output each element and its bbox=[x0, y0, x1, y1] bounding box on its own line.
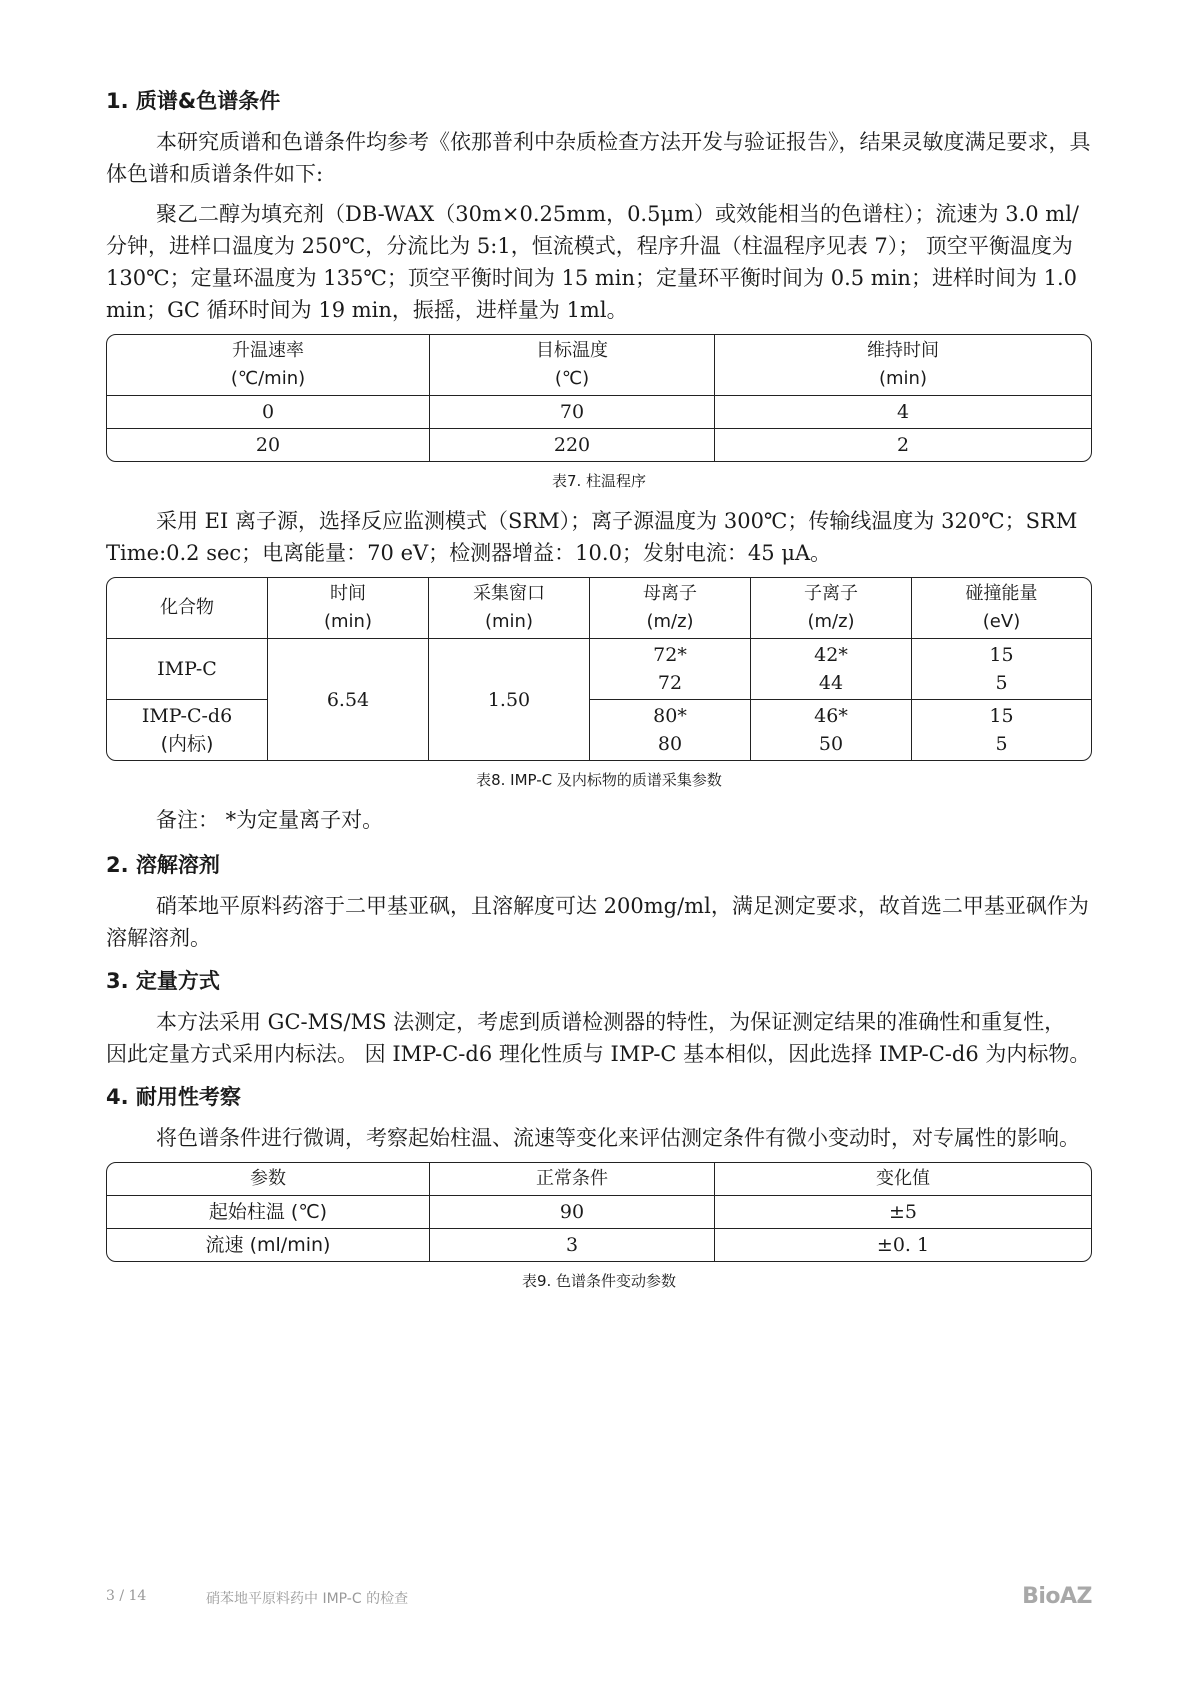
section-1-heading: 1. 质谱&色谱条件 bbox=[106, 89, 281, 113]
table-header-cell: 碰撞能量 (eV) bbox=[912, 578, 1091, 639]
section-3-paragraph: 本方法采用 GC-MS/MS 法测定，考虑到质谱检测器的特性，为保证测定结果的准确性和重复性， 因此定量方式采用内标法。 因 IMP-C-d6 理化性质与 IMP-C 基本相似，因此选择 IMP-C-d6 为内标物。 bbox=[106, 1010, 1091, 1066]
footer-title: 硝苯地平原料药中 IMP-C 的检查 bbox=[206, 1591, 409, 1607]
table-row bbox=[107, 396, 1091, 429]
table-row bbox=[107, 1229, 1091, 1261]
table-9-caption: 表9. 色谱条件变动参数 bbox=[521, 1272, 677, 1290]
table-cell: ±5 bbox=[715, 1196, 1091, 1229]
table-8-caption: 表8. IMP-C 及内标物的质谱采集参数 bbox=[476, 771, 722, 789]
table-header-cell: 时间 (min) bbox=[268, 578, 429, 639]
table-header-row bbox=[107, 578, 1091, 639]
table-row bbox=[107, 639, 1091, 700]
table-7-column-temperature-program bbox=[106, 334, 1092, 462]
table-header-cell: 变化值 bbox=[715, 1163, 1091, 1196]
table-7-caption: 表7. 柱温程序 bbox=[551, 472, 647, 490]
table-cell: 1.50 bbox=[429, 639, 590, 760]
section-4-paragraph: 将色谱条件进行微调，考察起始柱温、流速等变化来评估测定条件有微小变动时，对专属性的影响。 bbox=[156, 1126, 1080, 1150]
table-cell: IMP-C bbox=[107, 639, 268, 700]
page-content bbox=[106, 86, 1092, 1305]
table-header-cell: 目标温度 (℃) bbox=[430, 335, 715, 396]
section-2-heading: 2. 溶解溶剂 bbox=[106, 853, 220, 877]
ion-source-paragraph: 采用 EI 离子源，选择反应监测模式（SRM）；离子源温度为 300℃；传输线温度为 320℃；SRM Time:0.2 sec；电离能量：70 eV；检测器增益：10.0；发射电流：45 μA。 bbox=[106, 509, 1078, 565]
table-cell: 42* 44 bbox=[751, 639, 912, 700]
table-cell: 0 bbox=[107, 396, 430, 429]
table-cell: 20 bbox=[107, 429, 430, 461]
table-header-row bbox=[107, 1163, 1091, 1196]
bioaz-logo: BioAZ bbox=[1022, 1584, 1092, 1609]
note-text: 备注： *为定量离子对。 bbox=[156, 808, 384, 832]
table-cell: 6.54 bbox=[268, 639, 429, 760]
table-cell: 15 5 bbox=[912, 639, 1091, 700]
section-1-paragraph-1: 本研究质谱和色谱条件均参考《依那普利中杂质检查方法开发与验证报告》，结果灵敏度满足要求，具体色谱和质谱条件如下: bbox=[106, 130, 1091, 186]
section-4-heading: 4. 耐用性考察 bbox=[106, 1085, 241, 1109]
table-cell: 70 bbox=[430, 396, 715, 429]
table-cell: 4 bbox=[715, 396, 1091, 429]
table-header-cell: 维持时间 (min) bbox=[715, 335, 1091, 396]
section-1-paragraph-2: 聚乙二醇为填充剂（DB-WAX（30m×0.25mm，0.5μm）或效能相当的色谱柱）；流速为 3.0 ml/分钟，进样口温度为 250℃，分流比为 5:1，恒流模式，程序升温（柱温程序见表 7）； 顶空平衡温度为 130℃；定量环温度为 135℃；顶空平衡时间为 15 min；定量环平衡时间为 0.5 min；进样时间为 1.0 min；GC 循环时间为 19 min，振摇，进样量为 1ml。 bbox=[106, 202, 1079, 322]
table-row bbox=[107, 429, 1091, 461]
page-number: 3 / 14 bbox=[106, 1588, 147, 1604]
table-cell: 3 bbox=[430, 1229, 715, 1261]
table-9-robustness-parameters bbox=[106, 1162, 1092, 1262]
table-header-cell: 正常条件 bbox=[430, 1163, 715, 1196]
table-header-cell: 母离子 (m/z) bbox=[590, 578, 751, 639]
section-2-paragraph: 硝苯地平原料药溶于二甲基亚砜，且溶解度可达 200mg/ml，满足测定要求，故首选二甲基亚砜作为溶解溶剂。 bbox=[106, 894, 1089, 950]
table-cell: 220 bbox=[430, 429, 715, 461]
table-cell: IMP-C-d6 (内标) bbox=[107, 700, 268, 760]
table-header-row bbox=[107, 335, 1091, 396]
table-cell: 起始柱温 (℃) bbox=[107, 1196, 430, 1229]
table-row bbox=[107, 1196, 1091, 1229]
table-cell: 80* 80 bbox=[590, 700, 751, 760]
table-header-cell: 采集窗口 (min) bbox=[429, 578, 590, 639]
table-header-cell: 升温速率 (℃/min) bbox=[107, 335, 430, 396]
table-cell: 90 bbox=[430, 1196, 715, 1229]
table-header-cell: 参数 bbox=[107, 1163, 430, 1196]
table-cell: 流速 (ml/min) bbox=[107, 1229, 430, 1261]
table-header-cell: 子离子 (m/z) bbox=[751, 578, 912, 639]
table-cell: 46* 50 bbox=[751, 700, 912, 760]
section-3-heading: 3. 定量方式 bbox=[106, 969, 220, 993]
table-cell: ±0. 1 bbox=[876, 1234, 930, 1256]
table-header-cell: 化合物 bbox=[107, 578, 268, 639]
table-cell: 72* 72 bbox=[590, 639, 751, 700]
table-8-ms-acquisition-parameters bbox=[106, 577, 1092, 761]
table-cell: 15 5 bbox=[989, 705, 1014, 755]
page-footer bbox=[106, 1584, 1092, 1610]
table-cell: 2 bbox=[896, 434, 910, 456]
table-row bbox=[107, 700, 1091, 760]
